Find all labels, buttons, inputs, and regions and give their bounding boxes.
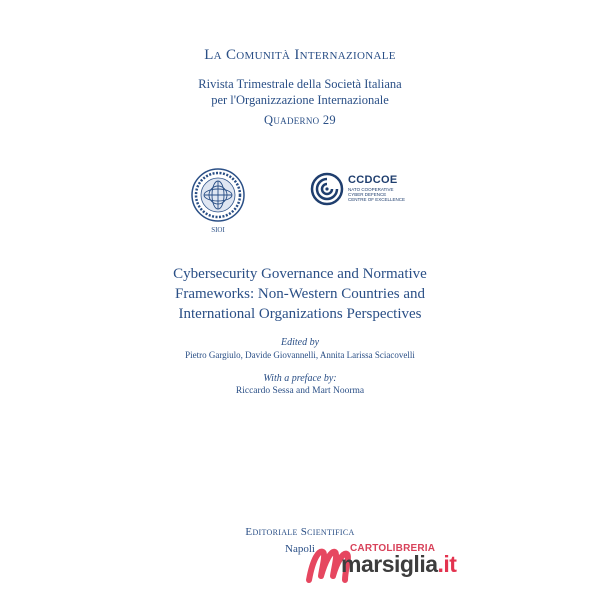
issue-number: Quaderno 29: [264, 113, 336, 127]
editors-names: Pietro Gargiulo, Davide Giovannelli, Annita Larissa Sciacovelli: [185, 350, 415, 360]
book-cover: [140, 0, 460, 600]
publisher-city: Napoli: [285, 543, 315, 555]
preface-label: With a preface by:: [263, 373, 337, 384]
ccdcoe-sub-line-2: CYBER DEFENCE: [348, 192, 387, 198]
sioi-logo: [188, 168, 248, 238]
sioi-label: SIOI: [211, 226, 225, 234]
publisher-name: Editoriale Scientifica: [245, 526, 355, 538]
watermark-logo: [305, 540, 505, 590]
ccdcoe-emblem-icon: [310, 172, 344, 206]
title-line-3: International Organizations Perspectives: [178, 306, 422, 322]
title-line-2: Frameworks: Non-Western Countries and: [175, 286, 425, 302]
watermark-brand-tld: .it: [437, 551, 457, 577]
watermark-brand-name: marsiglia: [341, 551, 438, 577]
ccdcoe-subtitle: [348, 187, 438, 203]
journal-name: [140, 76, 460, 108]
edited-by-label: Edited by: [280, 337, 320, 348]
journal-line-2: per l'Organizzazione Internazionale: [211, 93, 389, 107]
ccdcoe-sub-line-3: CENTRE OF EXCELLENCE: [348, 197, 406, 203]
ccdcoe-logo: [310, 172, 430, 212]
logos-row: [140, 160, 460, 240]
watermark-cartolibreria: CARTOLIBRERIA: [350, 543, 436, 554]
preface-authors: Riccardo Sessa and Mart Noorma: [235, 386, 365, 396]
watermark-brand: [341, 551, 456, 578]
title-line-1: Cybersecurity Governance and Normative: [173, 266, 427, 282]
series-title: La Comunità Internazionale: [204, 47, 396, 63]
journal-line-1: Rivista Trimestrale della Società Italiana: [198, 77, 402, 91]
sioi-seal-icon: [188, 168, 248, 226]
book-title: [140, 264, 460, 324]
ccdcoe-sub-line-1: NATO COOPERATIVE: [348, 187, 394, 192]
ccdcoe-name: CCDCOE: [348, 174, 398, 186]
